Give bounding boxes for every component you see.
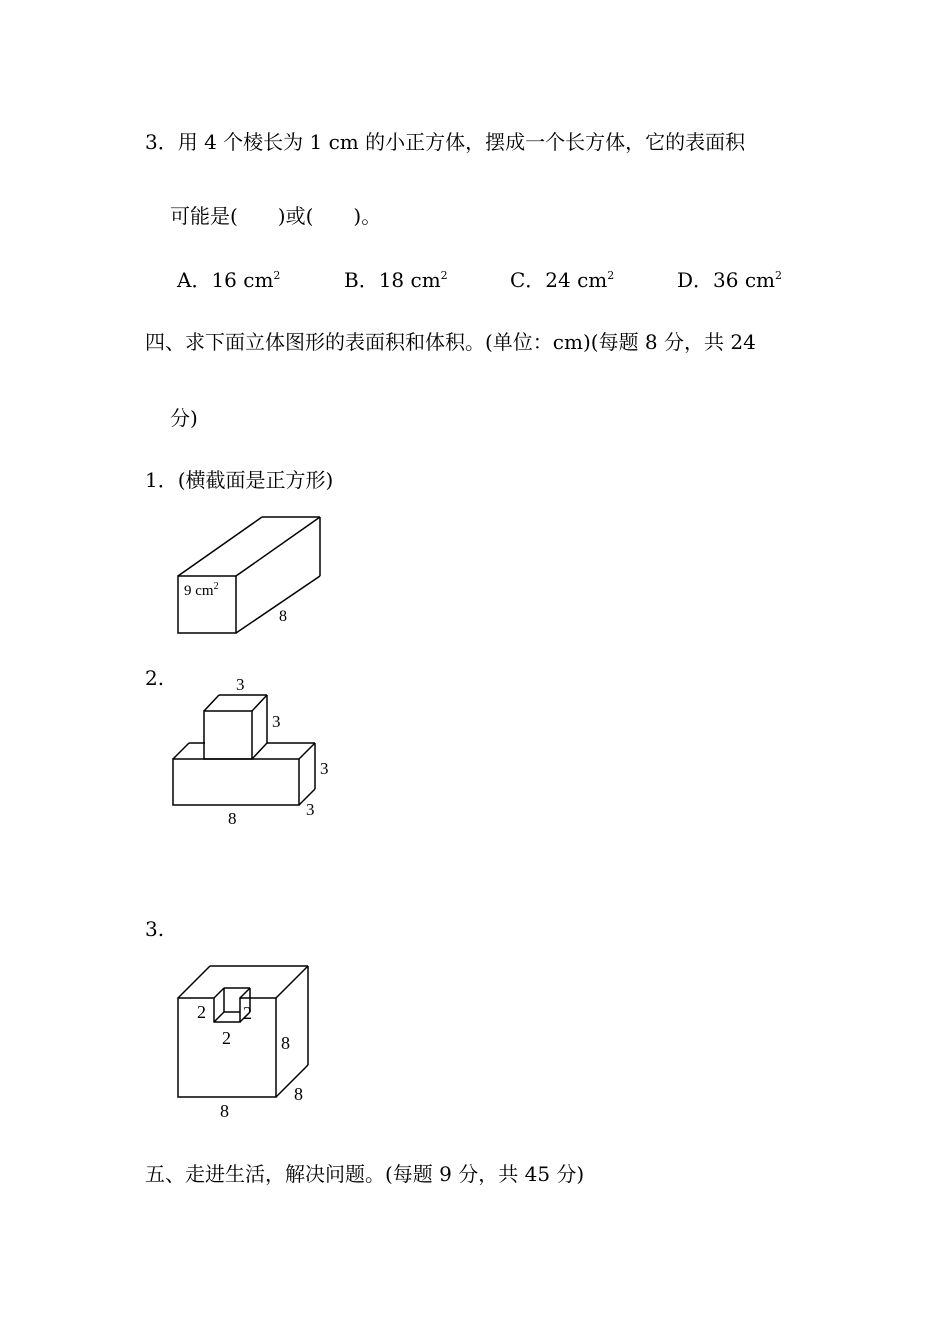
q3-option-d[interactable] xyxy=(677,266,782,294)
problem-2-label: 2. xyxy=(145,666,165,690)
option-text: D．36 cm xyxy=(677,268,776,292)
q3-line-1: 3．用 4 个棱长为 1 cm 的小正方体，摆成一个长方体，它的表面积 xyxy=(145,130,746,154)
cube-bottom-right-edge xyxy=(276,1065,308,1097)
prism-top-left-edge xyxy=(178,517,262,576)
base-top-left xyxy=(173,743,189,759)
option-sup: 2 xyxy=(607,269,615,282)
prism-length-label: 8 xyxy=(279,608,287,625)
base-bottom-right xyxy=(299,789,315,805)
prism-area-label: 9 $cm^2$ xyxy=(184,581,219,599)
cube-top-right-edge xyxy=(276,966,308,998)
cube-top-left xyxy=(204,695,219,711)
option-text: A．16 cm xyxy=(177,268,274,292)
notch-right-depth xyxy=(240,988,250,998)
option-sup: 2 xyxy=(273,269,281,282)
q3-option-b[interactable] xyxy=(344,266,448,294)
base-depth-label: 3 xyxy=(306,800,315,819)
section5-title: 五、走进生活，解决问题。(每题 9 分，共 45 分) xyxy=(145,1162,585,1186)
section4-title-line-2: 分) xyxy=(170,406,198,430)
cube-height-label: 3 xyxy=(272,712,281,731)
notch-left-label: 2 xyxy=(197,1002,206,1022)
cube-height-label: 8 xyxy=(281,1033,290,1053)
cube-width-label: 8 xyxy=(220,1101,229,1121)
base-top-right xyxy=(299,743,315,759)
q3-line-2: 可能是( )或( )。 xyxy=(170,204,382,228)
cube-top-right xyxy=(252,695,267,711)
problem-1-label: 1．(横截面是正方形) xyxy=(145,468,334,492)
q3-option-a[interactable] xyxy=(177,266,280,294)
cube-top-left-edge xyxy=(178,966,210,998)
cube-front-outline xyxy=(178,998,276,1097)
option-sup: 2 xyxy=(775,269,783,282)
prism-bottom-right-edge xyxy=(236,576,320,633)
section4-title-line-1: 四、求下面立体图形的表面积和体积。(单位：cm)(每题 8 分，共 24 xyxy=(145,330,756,354)
notch-bottom-label: 2 xyxy=(222,1028,231,1048)
prism-top-right-edge xyxy=(236,517,320,576)
q3-option-c[interactable] xyxy=(510,266,614,294)
option-sup: 2 xyxy=(440,269,448,282)
base-front-face xyxy=(173,759,299,805)
problem-3-label: 3. xyxy=(145,917,165,941)
base-height-label: 3 xyxy=(320,759,329,778)
notch-right-label: 2 xyxy=(243,1003,252,1023)
option-text: C．24 cm xyxy=(510,268,608,292)
notch-bottom-right-depth xyxy=(240,1012,250,1022)
notch-bottom-depth xyxy=(214,1012,224,1022)
option-text: B．18 cm xyxy=(344,268,441,292)
notch-left-depth xyxy=(214,988,224,998)
cube-width-label: 3 xyxy=(236,675,245,694)
base-length-label: 8 xyxy=(228,809,237,828)
prism-front-face xyxy=(178,576,236,633)
cube-front-face xyxy=(204,711,252,759)
cube-bottom-right xyxy=(252,743,267,759)
cube-depth-label: 8 xyxy=(294,1084,303,1104)
